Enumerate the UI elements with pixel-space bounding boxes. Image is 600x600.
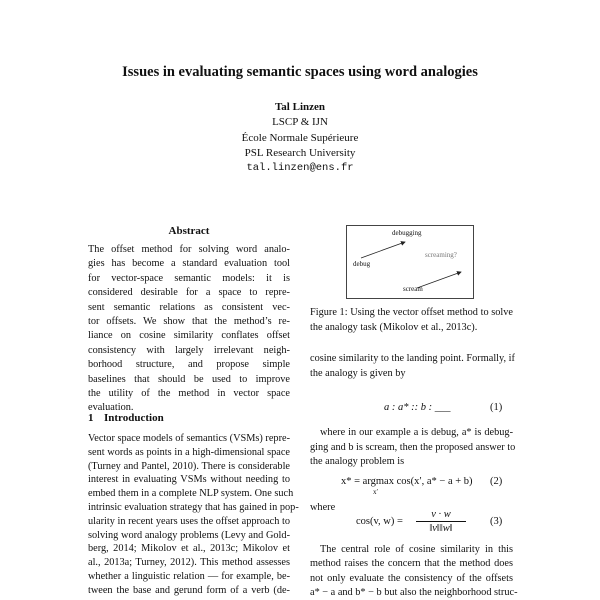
text-line: not only evaluate the consistency of the offsets: [310, 572, 513, 584]
text-line: al., 2013a; Turney, 2012). This method assesses: [88, 557, 290, 569]
text-line: tween the base and gerund form of a verb (de-: [88, 584, 290, 596]
text-line: solving word analogy problems (Levy and Gold-: [88, 529, 290, 541]
text-line: the analogy problem is: [310, 456, 405, 467]
author-affiliation: École Normale Supérieure: [241, 132, 359, 144]
label-debugging: debugging: [392, 229, 422, 237]
text-line: the analogy task (Mikolov et al., 2013c).: [310, 322, 478, 333]
text-line: the analogy is given by: [310, 368, 406, 379]
abstract-heading: Abstract: [168, 225, 210, 237]
text-line: liance on cosine similarity conflates offset: [88, 330, 290, 342]
equation-2-subscript: x′: [373, 488, 379, 496]
text-line: where in our example a is debug, a* is debug-: [320, 427, 513, 438]
text-line: The offset method for solving word analo-: [88, 244, 290, 255]
equation-number: (2): [490, 476, 503, 487]
text-line: Figure 1: Using the vector offset method to solve: [310, 307, 513, 318]
text-line: method raises the concern that the method does: [310, 558, 513, 570]
text-line: The central role of cosine similarity in this: [320, 544, 513, 555]
equation-3-denominator: ‖v‖‖w‖: [429, 523, 453, 534]
equation-number: (1): [490, 402, 503, 413]
text-line: consistency with largely irrelevant neigh-: [88, 344, 290, 356]
text-line: (Turney and Pantel, 2010). There is considerable: [88, 460, 290, 472]
label-screaming: screaming?: [425, 251, 457, 259]
label-debug: debug: [353, 260, 371, 268]
text-line: tor offsets. We show that the method’s re-: [88, 316, 290, 327]
text-line: considered desirable for a space to repre-: [88, 287, 290, 299]
arrow-debug: [361, 242, 405, 258]
equation-3-numerator: v · w: [416, 509, 466, 522]
author-email: tal.linzen@ens.fr: [246, 162, 354, 174]
text-line: sent words as points in a high-dimensional space: [88, 446, 290, 458]
text-line: for vector-space semantic models: it is: [88, 272, 290, 284]
section-heading: Introduction: [104, 412, 164, 424]
text-line: interest in evaluating VSMs without needing to: [88, 474, 290, 486]
text-line: intrinsic evaluation strategy that has gained in pop-: [88, 502, 299, 513]
paper-title: Issues in evaluating semantic spaces using word analogies: [122, 64, 478, 80]
text-line: borhood structure, and propose simple: [88, 359, 290, 371]
section-number: 1: [88, 412, 94, 424]
arrow-scream: [417, 272, 461, 288]
figure-1: [346, 225, 474, 299]
equation-2: x* = argmax cos(x′, a* − a + b): [341, 476, 473, 487]
text-line: ularity in recent years uses the offset approach to: [88, 515, 290, 527]
label-scream: scream: [403, 285, 423, 293]
author-affiliation: PSL Research University: [244, 147, 356, 159]
text-line: Vector space models of semantics (VSMs) repre-: [88, 433, 290, 444]
author-affiliation: LSCP & IJN: [272, 116, 328, 128]
text-line: sent semantic relations as consistent vec-: [88, 301, 290, 313]
text-line: cosine similarity to the landing point. Formally, if: [310, 353, 515, 364]
text-line: gies has become a standard evaluation tool: [88, 258, 290, 270]
text-line: whether a linguistic relation — for example, be-: [88, 571, 290, 582]
text-line: a* − a and b* − b but also the neighborhood struc-: [310, 586, 518, 598]
text-line: embed them in a complete NLP system. One such: [88, 488, 294, 500]
text-line: baselines that should be used to improve: [88, 373, 290, 385]
equation-1: a : a* :: b : ___: [384, 402, 451, 413]
text-line: the utility of the method in vector space: [88, 388, 290, 399]
author-name: Tal Linzen: [274, 101, 326, 113]
equation-3-lhs: cos(v, w) =: [356, 516, 403, 527]
equation-number: (3): [490, 516, 503, 527]
where-text: where: [310, 502, 336, 513]
text-line: berg, 2014; Mikolov et al., 2013c; Mikolov et: [88, 543, 290, 555]
text-line: evaluation.: [88, 402, 134, 414]
text-line: ging and b is scream, then the proposed answer to: [310, 441, 516, 453]
